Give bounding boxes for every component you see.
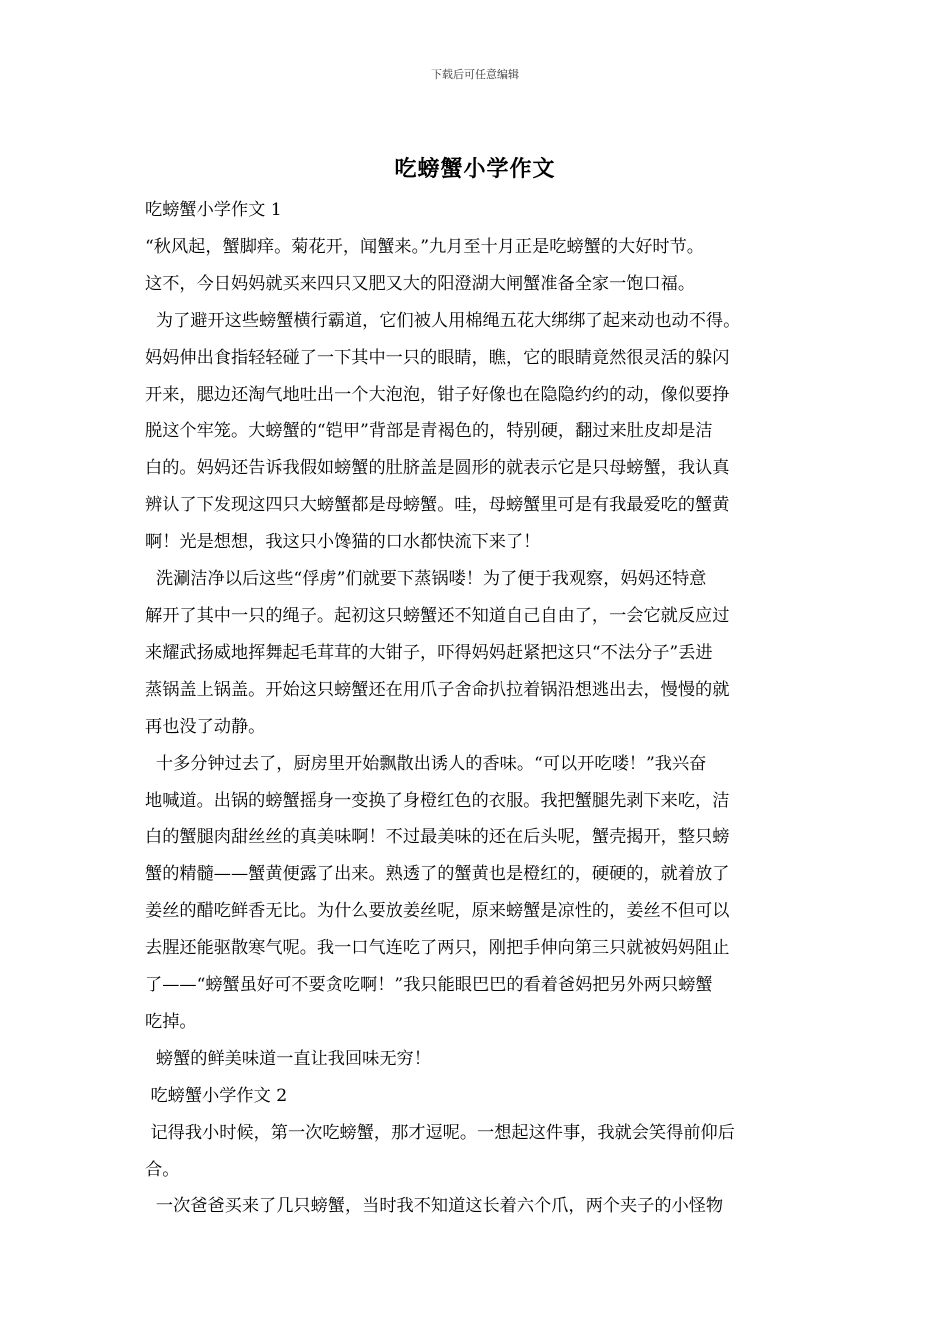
text-line: 地喊道。出锅的螃蟹摇身一变换了身橙红色的衣服。我把蟹腿先剥下来吃，洁 xyxy=(145,790,730,811)
text-line: 这不，今日妈妈就买来四只又肥又大的阳澄湖大闸蟹准备全家一饱口福。 xyxy=(145,273,696,294)
text-line: 吃螃蟹小学作文 2 xyxy=(145,1085,288,1106)
text-line: 白的蟹腿肉甜丝丝的真美味啊！不过最美味的还在后头呢，蟹壳揭开，整只螃 xyxy=(145,827,730,848)
text-line: 妈妈伸出食指轻轻碰了一下其中一只的眼睛，瞧，它的眼睛竟然很灵活的躲闪 xyxy=(145,347,730,368)
text-line: 洗涮洁净以后这些“俘虏”们就要下蒸锅喽！为了便于我观察，妈妈还特意 xyxy=(145,569,707,590)
text-line: 蒸锅盖上锅盖。开始这只螃蟹还在用爪子舍命扒拉着锅沿想逃出去，慢慢的就 xyxy=(145,679,730,700)
header-note: 下载后可任意编辑 xyxy=(431,68,519,81)
text-line: 合。 xyxy=(145,1159,180,1180)
text-line: 开来，腮边还淘气地吐出一个大泡泡，钳子好像也在隐隐约约的动，像似要挣 xyxy=(145,384,730,405)
text-line: 再也没了动静。 xyxy=(145,716,266,737)
text-line: 去腥还能驱散寒气呢。我一口气连吃了两只，刚把手伸向第三只就被妈妈阻止 xyxy=(145,938,730,959)
text-line: “秋风起，蟹脚痒。菊花开，闻蟹来。”九月至十月正是吃螃蟹的大好时节。 xyxy=(145,236,704,257)
text-line: 吃掉。 xyxy=(145,1011,197,1032)
text-line: 脱这个牢笼。大螃蟹的“铠甲”背部是青褐色的，特别硬，翻过来肚皮却是洁 xyxy=(145,421,713,442)
text-line: 辨认了下发现这四只大螃蟹都是母螃蟹。哇，母螃蟹里可是有我最爱吃的蟹黄 xyxy=(145,495,730,516)
document-title: 吃螃蟹小学作文 xyxy=(394,156,556,182)
text-line: 解开了其中一只的绳子。起初这只螃蟹还不知道自己自由了，一会它就反应过 xyxy=(145,605,730,626)
text-line: 记得我小时候，第一次吃螃蟹，那才逗呢。一想起这件事，我就会笑得前仰后 xyxy=(145,1122,735,1143)
text-line: 为了避开这些螃蟹横行霸道，它们被人用棉绳五花大绑绑了起来动也动不得。 xyxy=(145,310,741,331)
text-line: 吃螃蟹小学作文 1 xyxy=(145,200,282,220)
text-line: 一次爸爸买来了几只螃蟹，当时我不知道这长着六个爪，两个夹子的小怪物 xyxy=(145,1196,724,1217)
document-body xyxy=(145,192,810,1225)
text-line: 啊！光是想想，我这只小馋猫的口水都快流下来了！ xyxy=(145,532,541,553)
text-line: 十多分钟过去了，厨房里开始飘散出诱人的香味。“可以开吃喽！”我兴奋 xyxy=(145,753,707,774)
text-line: 蟹的精髓——蟹黄便露了出来。熟透了的蟹黄也是橙红的，硬硬的，就着放了 xyxy=(145,864,730,885)
text-line: 螃蟹的鲜美味道一直让我回味无穷！ xyxy=(145,1048,431,1069)
text-line: 姜丝的醋吃鲜香无比。为什么要放姜丝呢，原来螃蟹是凉性的，姜丝不但可以 xyxy=(145,901,730,922)
text-line: 白的。妈妈还告诉我假如螃蟹的肚脐盖是圆形的就表示它是只母螃蟹，我认真 xyxy=(145,458,730,479)
text-line: 来耀武扬威地挥舞起毛茸茸的大钳子，吓得妈妈赶紧把这只“不法分子”丢进 xyxy=(145,642,713,663)
text-line: 了——“螃蟹虽好可不要贪吃啊！”我只能眼巴巴的看着爸妈把另外两只螃蟹 xyxy=(145,975,713,996)
